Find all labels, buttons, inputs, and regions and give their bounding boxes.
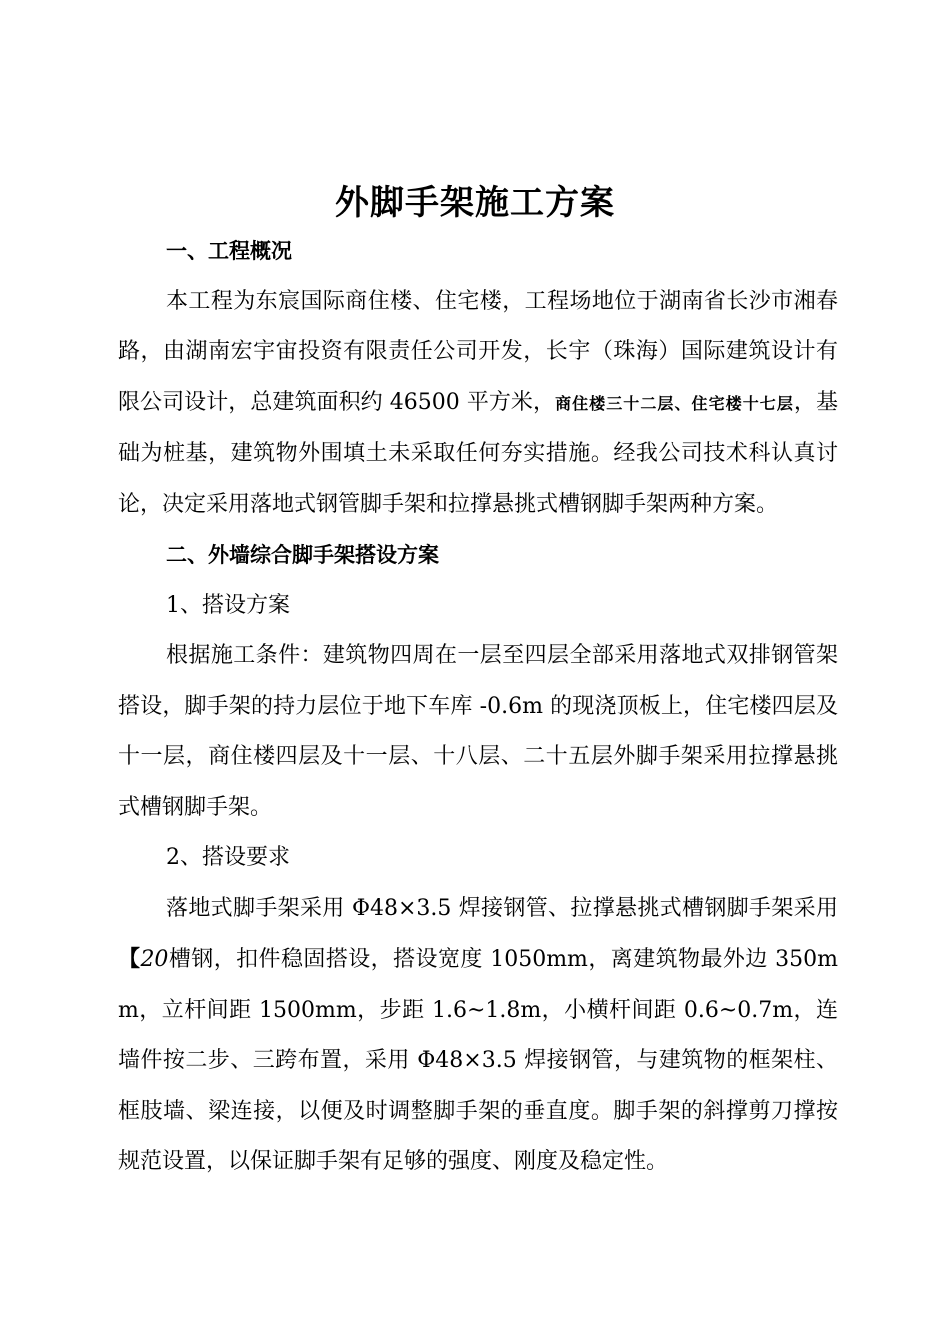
subheading-erection-requirements: 2、搭设要求 <box>166 845 290 870</box>
paragraph-text: 槽钢，扣件稳固搭设，搭设宽度 1050mm，离建筑物最外边 350mm，立杆间距 1500mm，步距 1.6~1.8m，小横杆间距 0.6~0.7m，连墙件按二步、三跨布置，采用 Φ48×3.5 焊接钢管，与建筑物的框架柱、框肢墙、梁连接，以便及时调整脚手架的垂直度。脚手架的斜撑剪刀撑按规范设置，以保证脚手架有足够的强度、刚度及稳定性。 <box>118 947 838 1174</box>
paragraph-text: 落地式脚手架采用 Φ48×3.5 焊接钢管、拉撑悬挑式槽钢脚手架采用 <box>166 895 838 921</box>
channel-steel-bracket: 【 <box>118 946 141 972</box>
paragraph-erection-requirements <box>118 884 838 1188</box>
paragraph-erection-plan: 根据施工条件：建筑物四周在一层至四层全部采用落地式双排钢管架搭设，脚手架的持力层位于地下车库 -0.6m 的现浇顶板上，住宅楼四层及十一层，商住楼四层及十一层、十八层、二十五层外脚手架采用拉撑悬挑式槽钢脚手架。 <box>118 643 838 820</box>
paragraph-text: 本工程为东宸国际商住楼、住宅楼，工程场地位于湖南省长沙市湘春路，由湖南宏宇宙投资有限责任公司开发，长宇（珠海）国际建筑设计有限公司设计，总建筑面积约 46500 平方米， <box>118 288 838 415</box>
section-heading-scaffold-plan: 二、外墙综合脚手架搭设方案 <box>166 543 439 567</box>
paragraph-text: ，基础为桩基，建筑物外围填土未采取任何夯实措施。经我公司技术科认真讨论，决定采用落地式钢管脚手架和拉撑悬挑式槽钢脚手架两种方案。 <box>118 389 838 517</box>
subheading-erection-plan: 1、搭设方案 <box>166 592 290 618</box>
document-title: 外脚手架施工方案 <box>335 183 615 223</box>
section-heading-overview: 一、工程概况 <box>166 239 292 263</box>
building-floors-text: 商住楼三十二层、住宅楼十七层 <box>555 393 794 413</box>
channel-steel-number: 20 <box>140 947 169 972</box>
document-body <box>118 226 838 1188</box>
paragraph-project-overview <box>118 277 838 531</box>
